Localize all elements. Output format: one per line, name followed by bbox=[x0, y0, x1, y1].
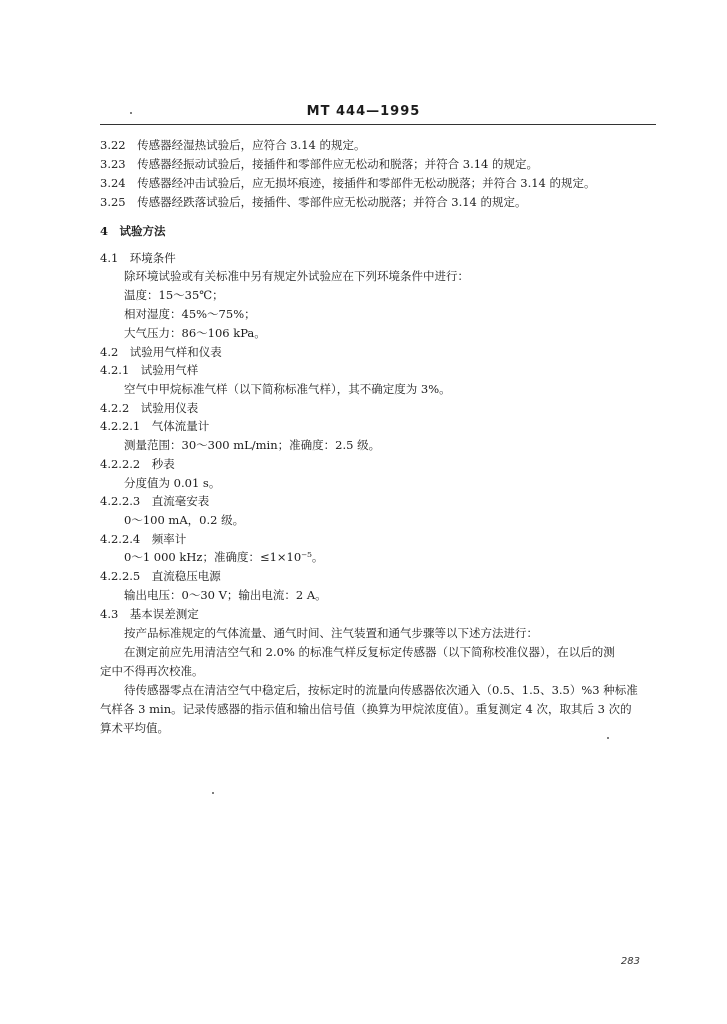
clause-3-23: 3.23 传感器经振动试验后，接插件和零部件应无松动和脱落；并符合 3.14 的规定。 bbox=[100, 157, 539, 171]
clause-4-3-intro: 按产品标准规定的气体流量、通气时间、注气装置和通气步骤等以下述方法进行： bbox=[124, 626, 538, 640]
clause-4-2-2-5-text: 输出电压：0～30 V；输出电流：2 A。 bbox=[124, 588, 327, 602]
clause-4-2-2-4-heading: 4.2.2.4 频率计 bbox=[100, 532, 187, 546]
header-rule bbox=[100, 124, 656, 125]
clause-4-1-temperature: 温度：15～35℃； bbox=[124, 288, 224, 302]
clause-4-3-para1-line2: 定中不得再次校准。 bbox=[100, 664, 204, 678]
clause-4-2-2-2-text: 分度值为 0.01 s。 bbox=[124, 476, 221, 490]
clause-4-2-2-heading: 4.2.2 试验用仪表 bbox=[100, 401, 199, 415]
clause-3-25: 3.25 传感器经跌落试验后，接插件、零部件应无松动脱落；并符合 3.14 的规定。 bbox=[100, 195, 527, 209]
clause-4-2-2-3-text: 0～100 mA，0.2 级。 bbox=[124, 513, 245, 527]
clause-3-22: 3.22 传感器经湿热试验后，应符合 3.14 的规定。 bbox=[100, 138, 366, 152]
clause-4-3-para2-line1: 待传感器零点在清洁空气中稳定后，按标定时的流量向传感器依次通入（0.5、1.5、3.5）%3 种标准 bbox=[124, 683, 638, 697]
clause-4-2-2-4-text: 0～1 000 kHz；准确度：≤1×10⁻⁵。 bbox=[124, 550, 324, 564]
clause-4-3-para2-line2: 气样各 3 min。记录传感器的指示值和输出信号值（换算为甲烷浓度值）。重复测定 4 次，取其后 3 次的 bbox=[100, 702, 632, 716]
clause-4-2-1-text: 空气中甲烷标准气样（以下简称标准气样），其不确定度为 3%。 bbox=[124, 382, 451, 396]
page-header: MT 444—1995 bbox=[306, 104, 421, 119]
clause-4-1-text: 除环境试验或有关标准中另有规定外试验应在下列环境条件中进行： bbox=[124, 269, 469, 283]
scan-speck bbox=[212, 792, 214, 794]
clause-4-2-2-3-heading: 4.2.2.3 直流毫安表 bbox=[100, 494, 210, 508]
clause-4-2-1-heading: 4.2.1 试验用气样 bbox=[100, 363, 199, 377]
page-number: 283 bbox=[620, 956, 640, 967]
clause-4-2-2-2-heading: 4.2.2.2 秒表 bbox=[100, 457, 175, 471]
clause-4-2-2-1-text: 测量范围：30～300 mL/min；准确度：2.5 级。 bbox=[124, 438, 381, 452]
clause-4-3-heading: 4.3 基本误差测定 bbox=[100, 607, 199, 621]
clause-4-3-para1-line1: 在测定前应先用清洁空气和 2.0% 的标准气样反复标定传感器（以下简称校准仪器），在以后的测 bbox=[124, 645, 615, 659]
clause-4-1-humidity: 相对湿度：45%～75%； bbox=[124, 307, 256, 321]
clause-4-1-pressure: 大气压力：86～106 kPa。 bbox=[124, 326, 266, 340]
clause-4-2-2-1-heading: 4.2.2.1 气体流量计 bbox=[100, 419, 210, 433]
clause-4-1-heading: 4.1 环境条件 bbox=[100, 251, 176, 265]
clause-3-24: 3.24 传感器经冲击试验后，应无损坏痕迹，接插件和零部件无松动脱落；并符合 3.14 的规定。 bbox=[100, 176, 596, 190]
scan-speck bbox=[607, 737, 609, 739]
clause-4-2-2-5-heading: 4.2.2.5 直流稳压电源 bbox=[100, 569, 221, 583]
clause-4-3-para2-line3: 算术平均值。 bbox=[100, 721, 169, 735]
scan-speck bbox=[130, 112, 132, 114]
clause-4-2-heading: 4.2 试验用气样和仪表 bbox=[100, 345, 222, 359]
section-4-heading: 4 试验方法 bbox=[100, 224, 166, 238]
